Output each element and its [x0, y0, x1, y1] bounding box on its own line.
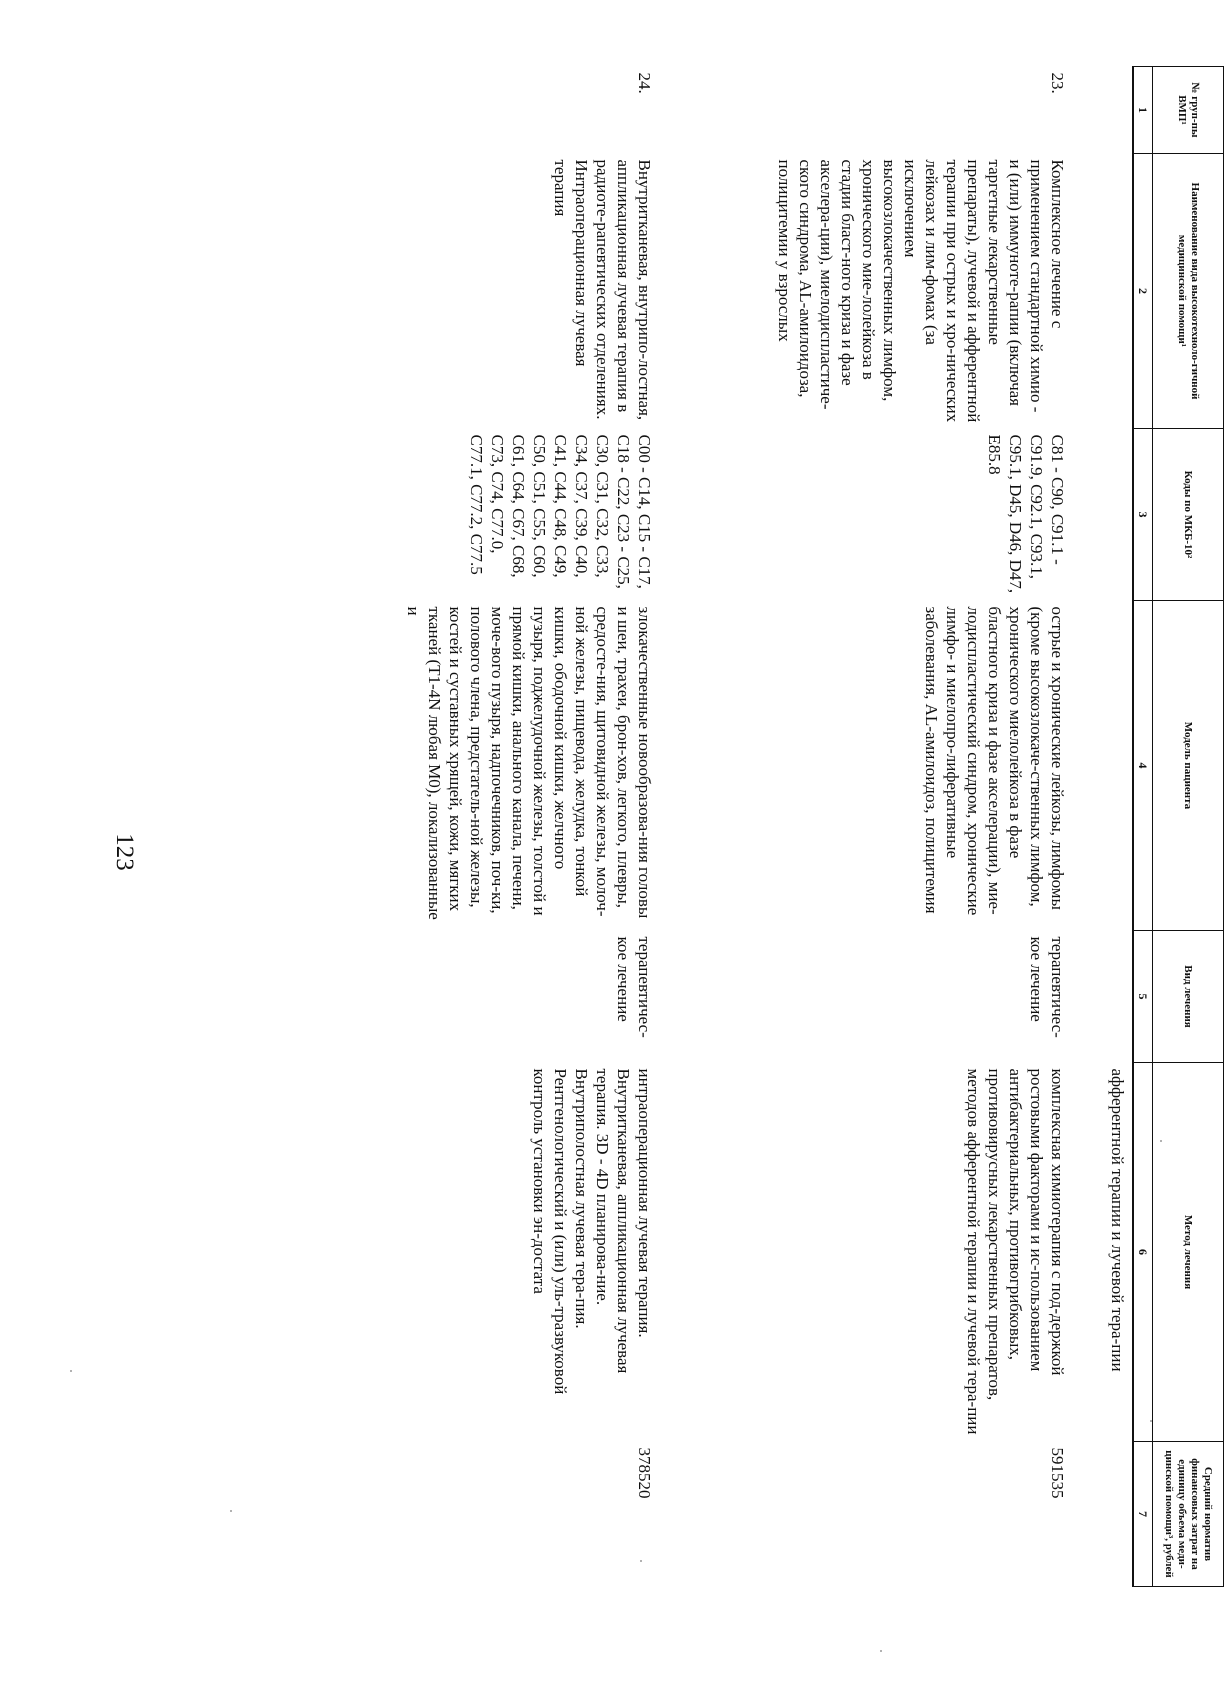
- page-number: 123: [111, 833, 138, 871]
- column-number: 7: [1133, 1442, 1153, 1587]
- icd-codes-cell: C00 - C14, C15 - C17, C18 - C22, C23 - C25, C30, C31, C32, C33, C34, C37, C39, C40, C41, C44, C48, C49, C50, C51, C55, C60, C61, C64, C67, C68, C73, C74, C77.0, C77.1, C77.2, C77.5: [467, 434, 654, 589]
- group-number-cell: 23.: [1048, 72, 1067, 94]
- scan-speck: [1160, 1140, 1162, 1142]
- header-treatment-type: Вид лечения: [1153, 931, 1224, 1063]
- scan-speck: [1150, 1420, 1152, 1422]
- column-number-row: [1133, 67, 1153, 1587]
- column-number: 4: [1133, 601, 1153, 931]
- care-type-name-cell: Внутритканевая, внутрипо-лостная, аппликационная лучевая терапия в радиоте-рапевтических отделениях. Интраоперационная лучевая терапия: [551, 159, 654, 421]
- table-row: [351, 67, 659, 1587]
- scan-speck: [640, 1560, 642, 1562]
- header-icd-codes: Коды по МКБ-10²: [1153, 429, 1224, 601]
- vmp-table: [351, 66, 1224, 1587]
- care-type-name-cell: Комплексное лечение с применением стандартной химио - и (или) иммуноте-рапии (включая таргетные лекарственные препараты), лучевой и афферентной терапии при острых и хро-нических лейкозах и лим-фомах (за исключением высокозлокачественных лимфом, хронического мие-лолейкоза в стадии бласт-ного криза и фазе акселера-ции), миелодиспластиче-ского синдрома, AL-амилоидоза, полицитемии у взрослых: [775, 159, 1067, 423]
- scan-speck: [880, 1650, 882, 1652]
- column-number: 5: [1133, 931, 1153, 1063]
- average-cost-cell: 378520: [635, 1447, 654, 1499]
- treatment-type-cell: терапевтичес-кое лечение: [1027, 936, 1067, 1038]
- treatment-method-cell: комплексная химиотерапия с под-держкой ростовыми факторами и ис-пользованием антибактериальных, противогрибковых, противовирусных лекарственных препаратов, методов афферентной терапии и лучевой тера-пии: [964, 1068, 1067, 1435]
- treatment-type-cell: терапевтичес-кое лечение: [614, 936, 654, 1038]
- header-patient-model: Модель пациента: [1153, 601, 1224, 931]
- header-average-cost: Средний норматив финансовых затрат на единицу объема меди-цинской помощи³, рублей: [1153, 1442, 1224, 1587]
- header-treatment-method: Метод лечения: [1153, 1063, 1224, 1442]
- column-number: 6: [1133, 1063, 1153, 1442]
- treatment-method-cell: интраоперационная лучевая терапия. Внутритканевая, аппликационная лучевая терапия. 3D - 4D планирова-ние. Внутриполостная лучевая тера-пия. Рентгенологический и (или) уль-тразвуковой контроль установки эн-достата: [530, 1068, 654, 1395]
- group-number-cell: 24.: [635, 72, 654, 94]
- continuation-method-cell: афферентной терапии и лучевой тера-пии: [1108, 1068, 1127, 1372]
- column-number: 2: [1133, 154, 1153, 429]
- header-care-type-name: Наименование вида высокотехноло-гичной медицинской помощи¹: [1153, 154, 1224, 429]
- table-row: [659, 67, 1072, 1587]
- column-number: 1: [1133, 67, 1153, 154]
- icd-codes-cell: C81 - C90, C91.1 - C91.9, C92.1, C93.1, C95.1, D45, D46, D47, E85.8: [985, 434, 1067, 594]
- continuation-row: [1072, 67, 1133, 1587]
- average-cost-cell: 591535: [1048, 1447, 1067, 1499]
- scan-speck: [70, 1370, 72, 1372]
- column-number: 3: [1133, 429, 1153, 601]
- rotated-page-content: [134, 66, 1224, 1586]
- scan-speck: [230, 1510, 232, 1512]
- header-row: [1153, 67, 1224, 1587]
- patient-model-cell: острые и хронические лейкозы, лимфомы (кроме высокозлокаче-ственных лимфом, хронического миелолейкоза в фазе бластного криза и фазе акселерации), мие-лодиспластический синдром, хронические лимфо- и миелопро-лиферативные заболевания, AL-амилоидоз, полицитемия: [922, 606, 1067, 916]
- patient-model-cell: злокачественные новообразова-ния головы и шеи, трахеи, брон-хов, легкого, плевры, средосте-ния, щитовидной железы, молоч-ной железы, пищевода, желудка, тонкой кишки, ободочной кишки, желчного пузыря, поджелудочной железы, толстой и прямой кишки, анального канала, печени, моче-вого пузыря, надпочечников, поч-ки, полового члена, предстатель-ной железы, костей и суставных хрящей, кожи, мягких тканей (T1-4N любая M0), локализованные и: [404, 606, 654, 920]
- header-group-number: № груп-пы ВМП¹: [1153, 67, 1224, 154]
